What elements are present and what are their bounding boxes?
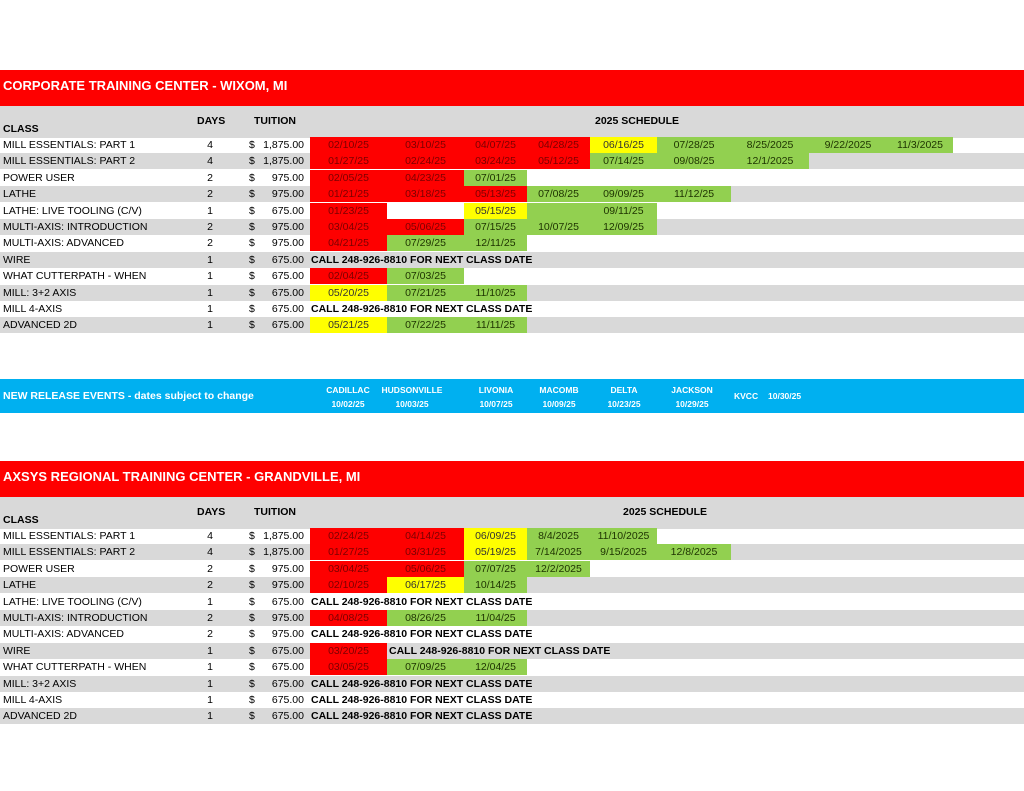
tuition-amount: 975.00 [271,579,304,592]
tuition-amount: 675.00 [271,319,304,332]
schedule-date: 07/08/25 [527,186,590,202]
event-kvcc-date: 10/30/25 [768,391,802,401]
dollar-sign: $ [249,139,255,151]
event-name: MACOMB [539,385,579,395]
schedule-date: 02/24/25 [387,153,464,169]
tuition-amount: 975.00 [271,612,304,624]
schedule-date: 12/1/2025 [731,153,809,169]
class-days: 1 [207,303,213,315]
class-days: 4 [207,530,213,542]
class-days: 1 [207,204,213,217]
class-days: 1 [207,644,213,657]
table-row [0,610,1024,626]
class-name: MILL 4-AXIS [3,303,63,315]
tuition-amount: 675.00 [271,644,304,657]
schedule-date: 06/09/25 [464,528,527,544]
tuition-amount: 675.00 [271,677,304,690]
class-days: 1 [207,595,213,608]
table-row [0,528,1024,544]
schedule-date: 01/27/25 [310,153,387,169]
schedule-date: 04/14/25 [387,528,464,544]
dollar-sign: $ [249,286,255,299]
schedule-date: 03/05/25 [310,659,387,675]
dollar-sign: $ [249,530,255,542]
tuition-amount: 975.00 [271,237,304,250]
table-row [0,692,1024,708]
class-name: MILL ESSENTIALS: PART 1 [3,139,136,151]
dollar-sign: $ [249,204,255,217]
dollar-sign: $ [249,155,255,168]
schedule-date: 09/11/25 [590,203,657,219]
class-days: 2 [207,562,213,575]
grandville-banner [0,461,1024,497]
days-header: DAYS [197,506,226,518]
tuition-amount: 675.00 [271,661,304,674]
events-title: NEW RELEASE EVENTS - dates subject to change [3,390,254,402]
class-name: WIRE [3,253,31,266]
class-days: 4 [207,155,213,168]
table-row [0,626,1024,642]
schedule-date: 10/07/25 [527,219,590,235]
schedule-date: 03/04/25 [310,561,387,577]
schedule-date: 03/31/25 [387,544,464,560]
tuition-amount: 1,875.00 [263,530,304,542]
call-for-date-note: CALL 248-926-8810 FOR NEXT CLASS DATE [311,677,533,690]
class-days: 1 [207,710,213,723]
schedule-date: 12/8/2025 [657,544,731,560]
dollar-sign: $ [249,319,255,332]
call-for-date-note: CALL 248-926-8810 FOR NEXT CLASS DATE [311,628,533,641]
class-days: 2 [207,612,213,624]
tuition-amount: 675.00 [271,694,304,706]
class-days: 4 [207,546,213,559]
schedule-date: 7/14/2025 [527,544,590,560]
dollar-sign: $ [249,579,255,592]
schedule-date: 02/10/25 [310,137,387,153]
schedule-header: 2025 SCHEDULE [595,115,680,127]
tuition-amount: 675.00 [271,595,304,608]
schedule-date: 11/04/25 [464,610,527,626]
schedule-date: 04/07/25 [464,137,527,153]
dollar-sign: $ [249,644,255,657]
class-name: ADVANCED 2D [3,319,77,332]
class-days: 1 [207,319,213,332]
dollar-sign: $ [249,270,255,283]
event-date: 10/03/25 [395,399,429,409]
schedule-date: 05/21/25 [310,317,387,333]
class-days: 1 [207,253,213,266]
schedule-date: 07/28/25 [657,137,731,153]
class-name: WHAT CUTTERPATH - WHEN [3,661,147,674]
event-date: 10/09/25 [542,399,576,409]
schedule-date: 03/24/25 [464,153,527,169]
class-days: 1 [207,694,213,706]
tuition-amount: 675.00 [271,303,304,315]
schedule-date: 05/06/25 [387,219,464,235]
schedule-date: 05/13/25 [464,186,527,202]
table-row [0,317,1024,333]
tuition-amount: 675.00 [271,204,304,217]
class-name: LATHE: LIVE TOOLING (C/V) [3,595,142,608]
event-kvcc-name: KVCC [734,391,759,401]
call-for-date-note: CALL 248-926-8810 FOR NEXT CLASS DATE [311,595,533,608]
schedule-date: 10/14/25 [464,577,527,593]
event-name: CADILLAC [326,385,370,395]
wixom-header [0,106,1024,138]
grandville-title: AXSYS REGIONAL TRAINING CENTER - GRANDVILLE, MI [3,469,361,484]
table-row [0,676,1024,692]
table-row [0,594,1024,610]
schedule-date: 11/3/2025 [887,137,953,153]
schedule-date: 11/11/25 [464,317,527,333]
schedule-date: 04/28/25 [527,137,590,153]
table-row [0,659,1024,675]
dollar-sign: $ [249,677,255,690]
dollar-sign: $ [249,595,255,608]
schedule-date: 03/20/25 [310,643,387,659]
schedule-date: 09/08/25 [657,153,731,169]
schedule-date: 05/12/25 [527,153,590,169]
class-name: LATHE [3,579,37,592]
schedule-date: 07/09/25 [387,659,464,675]
class-days: 4 [207,139,213,151]
schedule-date: 12/2/2025 [527,561,590,577]
table-row [0,544,1024,560]
class-name: ADVANCED 2D [3,710,77,723]
schedule-date: 02/24/25 [310,528,387,544]
table-row [0,170,1024,186]
tuition-amount: 1,875.00 [263,546,304,559]
schedule-date: 8/25/2025 [731,137,809,153]
grandville-header [0,497,1024,529]
wixom-banner [0,70,1024,106]
schedule-header: 2025 SCHEDULE [623,506,708,518]
class-days: 2 [207,221,213,233]
dollar-sign: $ [249,562,255,575]
class-name: POWER USER [3,562,75,575]
event-date: 10/23/25 [607,399,641,409]
schedule-date: 09/09/25 [590,186,657,202]
schedule-date: 8/4/2025 [527,528,590,544]
class-name: MILL 4-AXIS [3,694,63,706]
class-name: LATHE [3,188,37,201]
schedule-date: 05/20/25 [310,285,387,301]
schedule-date: 03/10/25 [387,137,464,153]
tuition-header: TUITION [254,115,296,127]
dollar-sign: $ [249,661,255,674]
schedule-date: 06/16/25 [590,137,657,153]
schedule-date: 08/26/25 [387,610,464,626]
schedule-date: 03/18/25 [387,186,464,202]
class-name: MILL ESSENTIALS: PART 2 [3,546,136,559]
event-date: 10/29/25 [675,399,709,409]
class-name: WHAT CUTTERPATH - WHEN [3,270,147,283]
dollar-sign: $ [249,237,255,250]
schedule-date: 11/12/25 [657,186,731,202]
table-row [0,561,1024,577]
table-row [0,137,1024,153]
schedule-date: 05/15/25 [464,203,527,219]
table-row [0,252,1024,268]
class-days: 2 [207,628,213,641]
class-days: 1 [207,270,213,283]
tuition-amount: 975.00 [271,628,304,641]
table-row [0,285,1024,301]
class-name: MULTI-AXIS: ADVANCED [3,237,124,250]
schedule-date: 03/04/25 [310,219,387,235]
schedule-date: 01/27/25 [310,544,387,560]
call-for-date-note: CALL 248-926-8810 FOR NEXT CLASS DATE [311,694,533,706]
tuition-amount: 975.00 [271,221,304,233]
class-days: 2 [207,188,213,201]
class-days: 2 [207,237,213,250]
schedule-date: 11/10/2025 [590,528,657,544]
schedule-date: 12/11/25 [464,235,527,251]
events-banner [0,379,1024,413]
class-name: MILL: 3+2 AXIS [3,677,77,690]
dollar-sign: $ [249,303,255,315]
dollar-sign: $ [249,171,255,184]
class-days: 1 [207,286,213,299]
event-name: HUDSONVILLE [381,385,443,395]
schedule-date: 01/23/25 [310,203,387,219]
class-name: MILL ESSENTIALS: PART 2 [3,155,136,168]
tuition-header: TUITION [254,506,296,518]
table-row [0,203,1024,219]
class-header: CLASS [3,514,39,526]
schedule-date: 9/22/2025 [809,137,887,153]
class-days: 2 [207,171,213,184]
schedule-date: 07/03/25 [387,268,464,284]
class-header: CLASS [3,123,39,135]
schedule-date: 06/17/25 [387,577,464,593]
schedule-date: 04/08/25 [310,610,387,626]
schedule-date: 04/23/25 [387,170,464,186]
dollar-sign: $ [249,188,255,201]
table-row [0,268,1024,284]
class-name: MILL: 3+2 AXIS [3,286,77,299]
event-name: JACKSON [671,385,713,395]
wixom-title: CORPORATE TRAINING CENTER - WIXOM, MI [3,78,288,93]
class-name: MILL ESSENTIALS: PART 1 [3,530,136,542]
dollar-sign: $ [249,628,255,641]
schedule-date: 01/21/25 [310,186,387,202]
tuition-amount: 975.00 [271,562,304,575]
class-name: MULTI-AXIS: INTRODUCTION [3,221,148,233]
schedule-date: 05/06/25 [387,561,464,577]
class-name: LATHE: LIVE TOOLING (C/V) [3,204,142,217]
tuition-amount: 1,875.00 [263,155,304,168]
event-date: 10/02/25 [331,399,365,409]
class-days: 1 [207,661,213,674]
schedule-date: 02/05/25 [310,170,387,186]
schedule-date [527,203,590,219]
event-date: 10/07/25 [479,399,513,409]
tuition-amount: 675.00 [271,270,304,283]
class-days: 2 [207,579,213,592]
event-name: LIVONIA [478,385,514,395]
class-name: POWER USER [3,171,75,184]
schedule-date [387,203,464,219]
schedule-date: 07/22/25 [387,317,464,333]
table-row [0,186,1024,202]
schedule-date: 02/10/25 [310,577,387,593]
schedule-date: 12/04/25 [464,659,527,675]
tuition-amount: 975.00 [271,188,304,201]
schedule-date: 07/21/25 [387,285,464,301]
schedule-date: 05/19/25 [464,544,527,560]
schedule-date: 02/04/25 [310,268,387,284]
call-for-date-note: CALL 248-926-8810 FOR NEXT CLASS DATE [389,644,611,657]
schedule-date: 07/14/25 [590,153,657,169]
table-row [0,577,1024,593]
schedule-date: 07/15/25 [464,219,527,235]
schedule-date: 12/09/25 [590,219,657,235]
dollar-sign: $ [249,710,255,723]
tuition-amount: 675.00 [271,253,304,266]
class-name: MULTI-AXIS: INTRODUCTION [3,612,148,624]
call-for-date-note: CALL 248-926-8810 FOR NEXT CLASS DATE [311,303,533,315]
class-days: 1 [207,677,213,690]
schedule-date: 07/29/25 [387,235,464,251]
table-row [0,153,1024,169]
call-for-date-note: CALL 248-926-8810 FOR NEXT CLASS DATE [311,710,533,723]
class-name: WIRE [3,644,31,657]
schedule-date: 07/01/25 [464,170,527,186]
schedule-date: 11/10/25 [464,285,527,301]
schedule-date: 07/07/25 [464,561,527,577]
tuition-amount: 1,875.00 [263,139,304,151]
table-row [0,708,1024,724]
schedule-date: 04/21/25 [310,235,387,251]
event-name: DELTA [610,385,638,395]
dollar-sign: $ [249,612,255,624]
call-for-date-note: CALL 248-926-8810 FOR NEXT CLASS DATE [311,253,533,266]
schedule-date: 9/15/2025 [590,544,657,560]
class-name: MULTI-AXIS: ADVANCED [3,628,124,641]
days-header: DAYS [197,115,226,127]
table-row [0,219,1024,235]
dollar-sign: $ [249,546,255,559]
table-row [0,301,1024,317]
table-row [0,643,1024,659]
tuition-amount: 675.00 [271,710,304,723]
tuition-amount: 675.00 [271,286,304,299]
dollar-sign: $ [249,253,255,266]
table-row [0,235,1024,251]
tuition-amount: 975.00 [271,171,304,184]
dollar-sign: $ [249,694,255,706]
dollar-sign: $ [249,221,255,233]
